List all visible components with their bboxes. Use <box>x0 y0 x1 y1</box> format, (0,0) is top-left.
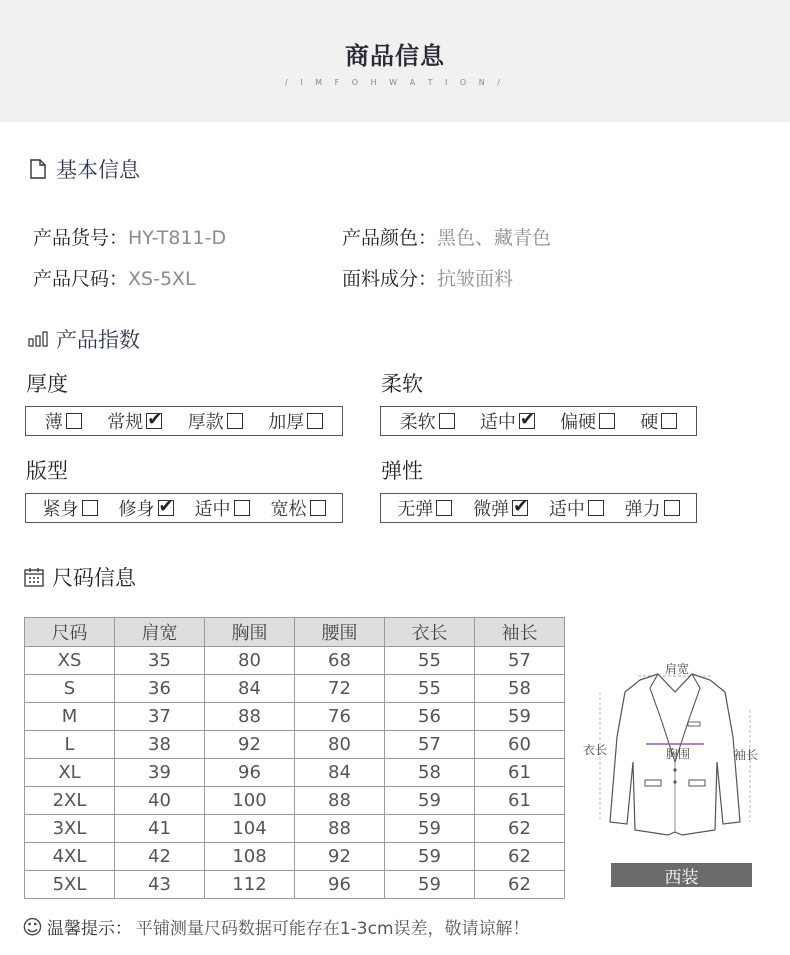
table-cell: L <box>25 731 115 759</box>
document-icon <box>28 159 48 179</box>
indicator-option <box>640 408 677 434</box>
table-cell: 68 <box>295 647 385 675</box>
table-row <box>25 647 565 675</box>
table-cell: 112 <box>205 871 295 899</box>
calendar-grid-icon <box>24 567 44 587</box>
table-cell: 88 <box>295 815 385 843</box>
indicator-option <box>400 408 455 434</box>
table-cell: 84 <box>205 675 295 703</box>
indicator-option-label: 柔软 <box>399 412 436 433</box>
checkbox-icon <box>310 500 326 516</box>
table-cell: 62 <box>475 815 565 843</box>
tip-label: 温馨提示： <box>46 919 132 939</box>
checkbox-icon <box>227 413 243 429</box>
indicator-scale <box>380 406 697 436</box>
table-cell: 42 <box>115 843 205 871</box>
table-cell: 40 <box>115 787 205 815</box>
indicator-option <box>107 408 162 434</box>
table-cell: 59 <box>475 703 565 731</box>
table-header-cell: 袖长 <box>475 618 565 647</box>
table-header-row <box>25 618 565 647</box>
table-cell: 76 <box>295 703 385 731</box>
indicator-scale <box>25 493 343 523</box>
field-label: 产品尺码： <box>33 268 129 290</box>
table-cell: 58 <box>385 759 475 787</box>
table-cell: 55 <box>385 675 475 703</box>
indicator-option <box>560 408 615 434</box>
indicator-option-label: 宽松 <box>270 499 307 520</box>
indicator-option <box>45 408 82 434</box>
bar-chart-icon <box>28 329 48 349</box>
table-row <box>25 815 565 843</box>
field-label: 面料成分： <box>342 268 438 290</box>
checkbox-icon <box>234 500 250 516</box>
checkbox-icon <box>307 413 323 429</box>
field-value: XS-5XL <box>128 268 196 290</box>
label-chest: 胸围 <box>666 747 691 761</box>
label-sleeve: 袖长 <box>734 748 759 762</box>
table-cell: 56 <box>385 703 475 731</box>
table-cell: S <box>25 675 115 703</box>
indicator-option-label: 修身 <box>118 499 155 520</box>
indicator-option <box>188 408 243 434</box>
table-cell: 88 <box>205 703 295 731</box>
table-row <box>25 843 565 871</box>
checked-box-icon <box>158 500 174 516</box>
table-cell: 38 <box>115 731 205 759</box>
table-cell: 55 <box>385 647 475 675</box>
checkbox-icon <box>661 413 677 429</box>
label-length: 衣长 <box>583 743 608 757</box>
table-row <box>25 871 565 899</box>
checkbox-icon <box>82 500 98 516</box>
table-cell: M <box>25 703 115 731</box>
field-label: 产品颜色： <box>342 227 438 249</box>
checked-box-icon <box>512 500 528 516</box>
indicator-option-label: 适中 <box>479 412 516 433</box>
table-cell: 57 <box>475 647 565 675</box>
checkbox-icon <box>439 413 455 429</box>
field-value: 抗皱面料 <box>437 268 514 290</box>
table-cell: 59 <box>385 815 475 843</box>
table-cell: 59 <box>385 787 475 815</box>
table-cell: 62 <box>475 871 565 899</box>
table-cell: 43 <box>115 871 205 899</box>
table-cell: 92 <box>205 731 295 759</box>
diagram-caption: 西装 <box>611 863 752 887</box>
table-header-cell: 衣长 <box>385 618 475 647</box>
checked-box-icon <box>146 413 162 429</box>
field-label: 产品货号： <box>33 227 129 249</box>
field-product-color <box>342 223 551 250</box>
table-row <box>25 675 565 703</box>
indicator-option <box>397 495 452 521</box>
table-cell: 72 <box>295 675 385 703</box>
table-cell: 59 <box>385 843 475 871</box>
table-cell: 5XL <box>25 871 115 899</box>
indicator-option-label: 薄 <box>44 412 63 433</box>
table-cell: 4XL <box>25 843 115 871</box>
table-cell: 104 <box>205 815 295 843</box>
table-cell: 92 <box>295 843 385 871</box>
checked-box-icon <box>519 413 535 429</box>
section-index-heading <box>28 324 140 354</box>
indicator-option <box>43 495 98 521</box>
table-cell: 39 <box>115 759 205 787</box>
smile-icon: ☺ <box>22 914 43 939</box>
indicator-title: 柔软 <box>381 372 423 396</box>
indicator-title: 厚度 <box>26 372 68 396</box>
indicator-option-label: 无弹 <box>397 499 434 520</box>
field-product-code <box>33 223 226 250</box>
table-cell: 35 <box>115 647 205 675</box>
section-size-title: 尺码信息 <box>52 566 136 590</box>
table-header-cell: 肩宽 <box>115 618 205 647</box>
indicator-option-label: 弹力 <box>624 499 661 520</box>
table-cell: 96 <box>295 871 385 899</box>
table-header-cell: 尺码 <box>25 618 115 647</box>
table-cell: 57 <box>385 731 475 759</box>
indicator-scale <box>25 406 343 436</box>
indicator-option-label: 加厚 <box>268 412 305 433</box>
checkbox-icon <box>599 413 615 429</box>
checkbox-icon <box>664 500 680 516</box>
indicator-option-label: 常规 <box>107 412 144 433</box>
field-fabric <box>342 264 513 291</box>
section-basic-heading <box>28 154 140 184</box>
indicator-option-label: 硬 <box>640 412 659 433</box>
table-cell: 61 <box>475 787 565 815</box>
table-cell: 60 <box>475 731 565 759</box>
table-cell: 108 <box>205 843 295 871</box>
indicator-option-label: 紧身 <box>42 499 79 520</box>
section-size-heading <box>24 562 136 592</box>
table-cell: 62 <box>475 843 565 871</box>
suit-diagram <box>580 652 770 837</box>
indicator-option <box>549 495 604 521</box>
indicator-option <box>119 495 174 521</box>
indicator-title: 版型 <box>26 459 68 483</box>
size-table <box>24 617 565 899</box>
indicator-option <box>268 408 323 434</box>
table-row <box>25 731 565 759</box>
tip-text: 平铺测量尺码数据可能存在1-3cm误差，敬请谅解！ <box>135 919 530 939</box>
table-cell: 59 <box>385 871 475 899</box>
checkbox-icon <box>66 413 82 429</box>
table-cell: 37 <box>115 703 205 731</box>
table-cell: 41 <box>115 815 205 843</box>
table-cell: 2XL <box>25 787 115 815</box>
table-header-cell: 胸围 <box>205 618 295 647</box>
table-row <box>25 759 565 787</box>
indicator-option <box>195 495 250 521</box>
indicator-title: 弹性 <box>381 459 423 483</box>
tip-note <box>22 914 530 939</box>
label-shoulder: 肩宽 <box>665 662 690 676</box>
checkbox-icon <box>436 500 452 516</box>
page-subtitle: / I M F O H W A T I O N / <box>285 78 505 87</box>
table-cell: 36 <box>115 675 205 703</box>
indicator-option-label: 适中 <box>194 499 231 520</box>
indicator-option <box>271 495 326 521</box>
table-row <box>25 787 565 815</box>
table-cell: 84 <box>295 759 385 787</box>
field-value: 黑色、藏青色 <box>437 227 552 249</box>
section-basic-title: 基本信息 <box>56 158 140 182</box>
table-cell: 100 <box>205 787 295 815</box>
table-cell: XL <box>25 759 115 787</box>
table-cell: 3XL <box>25 815 115 843</box>
indicator-option <box>625 495 680 521</box>
indicator-option <box>473 495 528 521</box>
section-index-title: 产品指数 <box>56 328 140 352</box>
table-cell: 96 <box>205 759 295 787</box>
table-header-cell: 腰围 <box>295 618 385 647</box>
table-cell: 80 <box>295 731 385 759</box>
table-row <box>25 703 565 731</box>
indicator-option-label: 微弹 <box>473 499 510 520</box>
page-header <box>0 0 790 122</box>
table-cell: XS <box>25 647 115 675</box>
indicator-option-label: 厚款 <box>187 412 224 433</box>
table-cell: 61 <box>475 759 565 787</box>
field-value: HY-T811-D <box>128 227 227 249</box>
field-product-size <box>33 264 196 291</box>
table-cell: 58 <box>475 675 565 703</box>
indicator-option-label: 偏硬 <box>560 412 597 433</box>
indicator-option <box>480 408 535 434</box>
table-cell: 88 <box>295 787 385 815</box>
indicator-option-label: 适中 <box>548 499 585 520</box>
checkbox-icon <box>588 500 604 516</box>
table-cell: 80 <box>205 647 295 675</box>
indicator-scale <box>380 493 697 523</box>
page-title: 商品信息 <box>345 42 445 70</box>
